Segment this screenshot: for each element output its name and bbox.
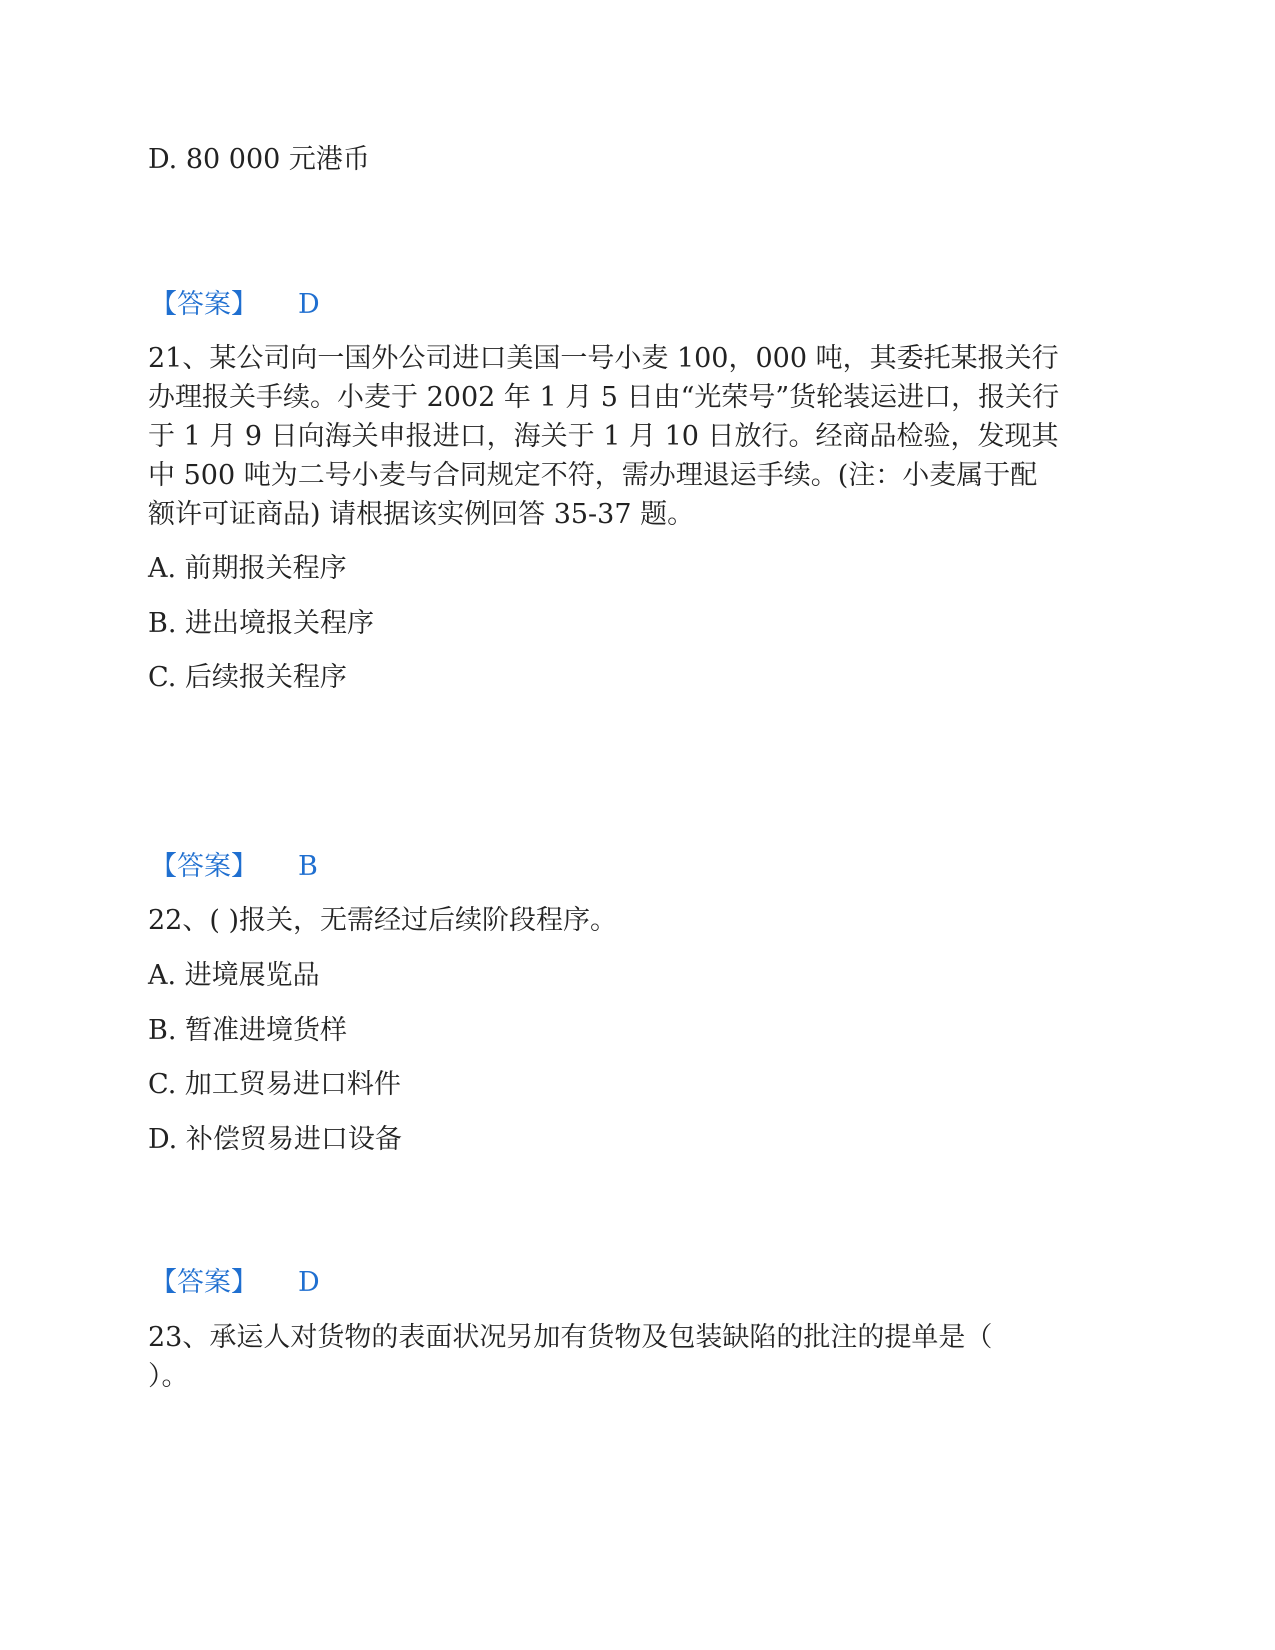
q21-stem-line: 中 500 吨为二号小麦与合同规定不符，需办理退运手续。(注：小麦属于配 (148, 460, 1038, 491)
q22-answer (150, 1266, 320, 1300)
q21-stem-line: 于 1 月 9 日向海关申报进口，海关于 1 月 10 日放行。经商品检验，发现其 (148, 421, 1059, 452)
q20-option-d: D. 80 000 元港币 (148, 144, 370, 175)
q22-stem: 22、( )报关，无需经过后续阶段程序。 (148, 905, 618, 936)
q21-option-b: B. 进出境报关程序 (148, 608, 375, 639)
q21-stem-line: 额许可证商品) 请根据该实例回答 35-37 题。 (148, 499, 695, 530)
answer-value: D (298, 1267, 320, 1298)
q22-option-c: C. 加工贸易进口料件 (148, 1069, 401, 1100)
q21-option-c: C. 后续报关程序 (148, 662, 347, 693)
q22-option-a: A. 进境展览品 (148, 960, 320, 991)
answer-value: B (298, 851, 318, 882)
answer-label: 【答案】 (150, 1267, 258, 1298)
q22-option-d: D. 补偿贸易进口设备 (148, 1124, 402, 1155)
answer-value: D (298, 289, 320, 320)
q21-stem-line: 办理报关手续。小麦于 2002 年 1 月 5 日由“光荣号”货轮装运进口，报关行 (148, 382, 1060, 413)
q22-option-b: B. 暂准进境货样 (148, 1015, 348, 1046)
answer-label: 【答案】 (150, 851, 258, 882)
q21-option-a: A. 前期报关程序 (148, 553, 347, 584)
q20-answer (150, 288, 320, 322)
q21-answer (150, 850, 318, 884)
q21-stem-line: 21、某公司向一国外公司进口美国一号小麦 100，000 吨，其委托某报关行 (148, 343, 1059, 374)
answer-label: 【答案】 (150, 289, 258, 320)
q23-stem-line: 23、承运人对货物的表面状况另加有货物及包装缺陷的批注的提单是（ (148, 1322, 993, 1353)
q23-stem-line: ）。 (148, 1361, 189, 1392)
